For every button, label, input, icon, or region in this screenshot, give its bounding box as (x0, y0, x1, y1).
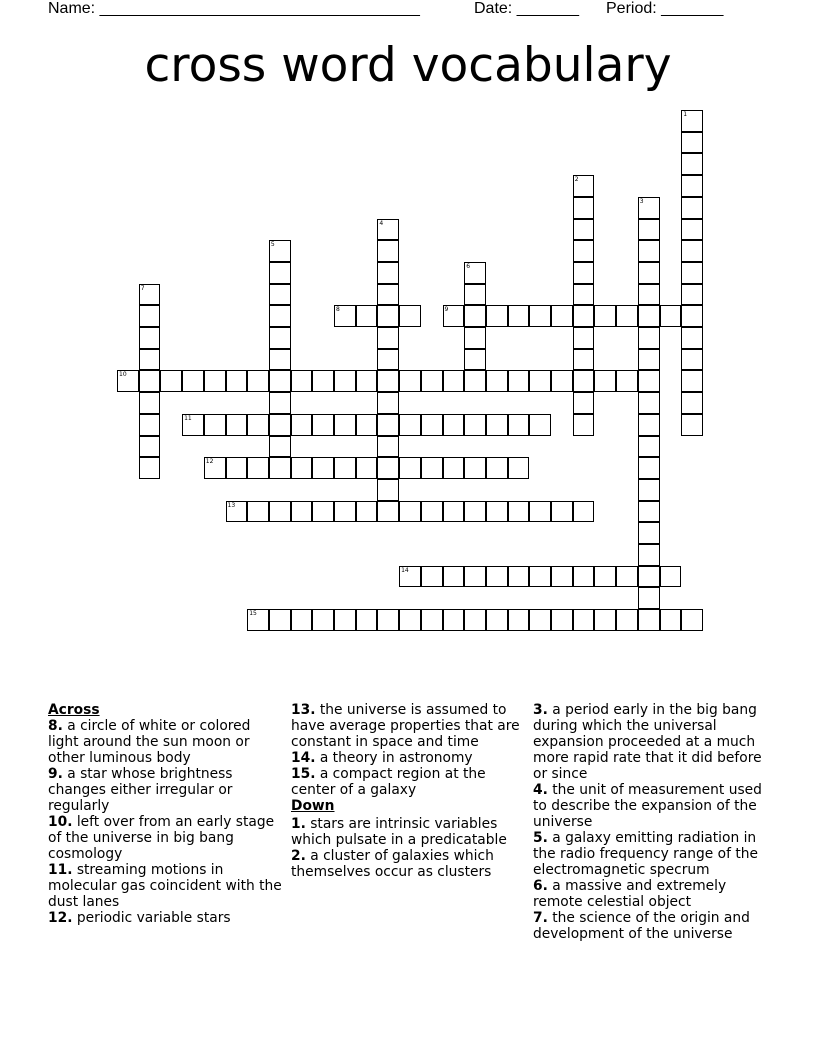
clue-text: streaming motions in molecular gas coincident with the dust lanes (48, 862, 282, 910)
crossword-cell[interactable] (638, 566, 660, 588)
clue-number-label: 8. (48, 718, 63, 734)
crossword-cell[interactable] (334, 457, 356, 479)
crossword-cell[interactable] (117, 370, 139, 392)
clue-item (533, 910, 769, 942)
crossword-cell[interactable] (139, 305, 161, 327)
crossword-cell[interactable] (312, 414, 334, 436)
clue-number-label: 7. (533, 910, 548, 926)
crossword-cell[interactable] (573, 566, 595, 588)
clue-number: 1 (683, 111, 688, 118)
crossword-cell[interactable] (551, 305, 573, 327)
clue-number: 3 (639, 197, 644, 205)
crossword-cell[interactable] (377, 414, 399, 436)
crossword-cell[interactable] (139, 414, 161, 436)
crossword-cell[interactable] (681, 262, 703, 284)
crossword-cell[interactable] (377, 501, 399, 523)
clue-number-label: 13. (291, 702, 316, 718)
crossword-cell[interactable] (269, 284, 291, 306)
crossword-cell[interactable] (594, 609, 616, 631)
clue-item (533, 830, 769, 878)
clue-text: a circle of white or colored light around the sun moon or other luminous body (48, 718, 251, 766)
clue-number: 11 (184, 414, 192, 422)
crossword-cell[interactable] (399, 414, 421, 436)
crossword-cell[interactable] (356, 305, 378, 327)
name-field[interactable]: Name: ____________________________________ (48, 0, 420, 17)
crossword-cell[interactable] (139, 327, 161, 349)
crossword-cell[interactable] (356, 370, 378, 392)
clue-item (533, 878, 769, 910)
crossword-cell[interactable] (160, 370, 182, 392)
crossword-cell[interactable] (638, 457, 660, 479)
crossword-cell[interactable] (681, 197, 703, 219)
clue-item (291, 848, 527, 880)
crossword-cell[interactable] (638, 414, 660, 436)
crossword-cell[interactable] (573, 609, 595, 631)
clue-text: the unit of measurement used to describe the expansion of the universe (533, 782, 762, 830)
clue-number-label: 14. (291, 750, 316, 766)
crossword-cell[interactable] (638, 305, 660, 327)
crossword-cell[interactable] (356, 501, 378, 523)
crossword-cell[interactable] (399, 566, 421, 588)
clue-number-label: 11. (48, 862, 73, 878)
crossword-cell[interactable] (334, 370, 356, 392)
crossword-cell[interactable] (269, 327, 291, 349)
clue-item (48, 766, 284, 814)
crossword-cell[interactable] (139, 284, 161, 306)
clue-text: a massive and extremely remote celestial object (533, 878, 727, 910)
crossword-cell[interactable] (399, 305, 421, 327)
crossword-cell[interactable] (681, 132, 703, 154)
crossword-cell[interactable] (638, 197, 660, 219)
clue-number: 2 (574, 176, 579, 184)
crossword-cell[interactable] (660, 566, 682, 588)
crossword-cell[interactable] (681, 349, 703, 371)
crossword-cell[interactable] (638, 609, 660, 631)
clue-text: periodic variable stars (72, 910, 231, 926)
crossword-cell[interactable] (377, 284, 399, 306)
crossword-cell[interactable] (638, 587, 660, 609)
crossword-cell[interactable] (551, 609, 573, 631)
clue-item (533, 702, 769, 782)
crossword-cell[interactable] (529, 370, 551, 392)
crossword-cell[interactable] (638, 501, 660, 523)
down-clues-list (291, 816, 527, 880)
crossword-cell[interactable] (464, 414, 486, 436)
clue-number: 5 (270, 241, 275, 249)
clue-text: the universe is assumed to have average properties that are constant in space and time (291, 702, 520, 750)
crossword-cell[interactable] (616, 305, 638, 327)
crossword-cell[interactable] (573, 197, 595, 219)
crossword-cell[interactable] (377, 305, 399, 327)
crossword-cell[interactable] (486, 501, 508, 523)
crossword-cell[interactable] (573, 414, 595, 436)
crossword-cell[interactable] (594, 566, 616, 588)
clue-number: 12 (205, 458, 214, 466)
clue-number-label: 1. (291, 816, 306, 832)
crossword-cell[interactable] (464, 349, 486, 371)
clue-number-label: 9. (48, 766, 63, 782)
crossword-cell[interactable] (377, 479, 399, 501)
clue-item (291, 750, 527, 766)
crossword-cell[interactable] (551, 501, 573, 523)
crossword-cell[interactable] (681, 327, 703, 349)
clues-column-2 (291, 702, 527, 880)
clue-item (48, 862, 284, 910)
clue-number: 8 (336, 306, 340, 314)
crossword-cell[interactable] (377, 349, 399, 371)
crossword-cell[interactable] (486, 414, 508, 436)
crossword-cell[interactable] (226, 501, 248, 523)
crossword-cell[interactable] (247, 370, 269, 392)
crossword-cell[interactable] (464, 327, 486, 349)
crossword-cell[interactable] (681, 153, 703, 175)
crossword-cell[interactable] (247, 414, 269, 436)
crossword-cell[interactable] (486, 305, 508, 327)
crossword-cell[interactable] (421, 501, 443, 523)
clue-number-label: 6. (533, 878, 548, 894)
across-clues-list (48, 718, 284, 926)
crossword-cell[interactable] (356, 414, 378, 436)
crossword-cell[interactable] (508, 305, 530, 327)
crossword-cell[interactable] (638, 284, 660, 306)
crossword-cell[interactable] (464, 284, 486, 306)
clue-text: left over from an early stage of the universe in big bang cosmology (48, 814, 275, 862)
crossword-cell[interactable] (399, 457, 421, 479)
crossword-cell[interactable] (377, 370, 399, 392)
crossword-cell[interactable] (334, 609, 356, 631)
crossword-cell[interactable] (204, 414, 226, 436)
crossword-cell[interactable] (573, 240, 595, 262)
crossword-cell[interactable] (681, 370, 703, 392)
crossword-cell[interactable] (573, 501, 595, 523)
crossword-cell[interactable] (464, 501, 486, 523)
crossword-cell[interactable] (551, 370, 573, 392)
crossword-cell[interactable] (269, 414, 291, 436)
crossword-cell[interactable] (573, 392, 595, 414)
clue-number-label: 12. (48, 910, 73, 926)
crossword-cell[interactable] (638, 327, 660, 349)
crossword-cell[interactable] (139, 349, 161, 371)
down-clues-list-cont (533, 702, 769, 942)
crossword-cell[interactable] (269, 392, 291, 414)
crossword-cell[interactable] (204, 457, 226, 479)
crossword-cell[interactable] (638, 240, 660, 262)
crossword-cell[interactable] (226, 414, 248, 436)
crossword-cell[interactable] (421, 566, 443, 588)
crossword-cell[interactable] (551, 566, 573, 588)
crossword-cell[interactable] (443, 609, 465, 631)
crossword-cell[interactable] (377, 219, 399, 241)
crossword-cell[interactable] (638, 392, 660, 414)
crossword-cell[interactable] (573, 349, 595, 371)
crossword-cell[interactable] (660, 305, 682, 327)
clue-item (48, 814, 284, 862)
crossword-cell[interactable] (638, 219, 660, 241)
down-heading: Down (291, 798, 335, 814)
crossword-cell[interactable] (291, 501, 313, 523)
crossword-cell[interactable] (443, 457, 465, 479)
clue-number: 10 (119, 371, 127, 379)
crossword-cell[interactable] (464, 305, 486, 327)
crossword-cell[interactable] (508, 566, 530, 588)
crossword-cell[interactable] (508, 370, 530, 392)
crossword-cell[interactable] (377, 392, 399, 414)
clue-number-label: 4. (533, 782, 548, 798)
crossword-cell[interactable] (573, 284, 595, 306)
crossword-cell[interactable] (247, 501, 269, 523)
clue-number: 4 (379, 219, 384, 227)
clue-number-label: 2. (291, 848, 306, 864)
crossword-cell[interactable] (464, 370, 486, 392)
clue-number: 14 (401, 566, 409, 574)
clue-text: a galaxy emitting radiation in the radio frequency range of the electromagnetic specrum (533, 830, 758, 878)
crossword-cell[interactable] (377, 327, 399, 349)
crossword-cell[interactable] (529, 566, 551, 588)
crossword-cell[interactable] (486, 370, 508, 392)
across-heading: Across (48, 702, 100, 718)
crossword-cell[interactable] (508, 457, 530, 479)
crossword-cell[interactable] (312, 501, 334, 523)
crossword-cell[interactable] (681, 110, 703, 132)
crossword-cell[interactable] (269, 436, 291, 458)
crossword-cell[interactable] (594, 370, 616, 392)
crossword-cell[interactable] (681, 609, 703, 631)
crossword-cell[interactable] (573, 327, 595, 349)
crossword-cell[interactable] (616, 370, 638, 392)
crossword-cell[interactable] (681, 219, 703, 241)
crossword-cell[interactable] (399, 370, 421, 392)
crossword-cell[interactable] (529, 609, 551, 631)
period-field[interactable]: Period: _______ (606, 0, 724, 17)
crossword-cell[interactable] (443, 414, 465, 436)
crossword-cell[interactable] (269, 457, 291, 479)
crossword-cell[interactable] (334, 501, 356, 523)
crossword-cell[interactable] (464, 262, 486, 284)
crossword-cell[interactable] (421, 609, 443, 631)
clue-item (48, 910, 284, 926)
crossword-cell[interactable] (182, 370, 204, 392)
crossword-cell[interactable] (508, 609, 530, 631)
crossword-cell[interactable] (486, 457, 508, 479)
crossword-cell[interactable] (594, 305, 616, 327)
crossword-cell[interactable] (269, 305, 291, 327)
crossword-cell[interactable] (529, 501, 551, 523)
crossword-cell[interactable] (638, 436, 660, 458)
crossword-cell[interactable] (529, 414, 551, 436)
clue-number-label: 5. (533, 830, 548, 846)
crossword-cell[interactable] (443, 566, 465, 588)
clue-number: 7 (140, 284, 145, 292)
crossword-cell[interactable] (377, 240, 399, 262)
crossword-cell[interactable] (247, 457, 269, 479)
crossword-cell[interactable] (464, 566, 486, 588)
crossword-cell[interactable] (486, 566, 508, 588)
clues-column-3 (533, 702, 769, 942)
clue-item (48, 718, 284, 766)
clue-number: 6 (466, 262, 471, 270)
crossword-cell[interactable] (638, 522, 660, 544)
crossword-cell[interactable] (269, 262, 291, 284)
crossword-cell[interactable] (377, 436, 399, 458)
crossword-cell[interactable] (616, 609, 638, 631)
crossword-cell[interactable] (573, 262, 595, 284)
crossword-cell[interactable] (443, 305, 465, 327)
date-field[interactable]: Date: _______ (474, 0, 579, 17)
clue-number-label: 3. (533, 702, 548, 718)
crossword-cell[interactable] (269, 349, 291, 371)
crossword-cell[interactable] (638, 349, 660, 371)
crossword-cell[interactable] (377, 457, 399, 479)
crossword-cell[interactable] (291, 609, 313, 631)
crossword-cell[interactable] (356, 457, 378, 479)
crossword-cell[interactable] (573, 370, 595, 392)
clue-item (291, 702, 527, 750)
clue-text: the science of the origin and development of the universe (533, 910, 750, 942)
clue-number-label: 10. (48, 814, 73, 830)
crossword-cell[interactable] (421, 370, 443, 392)
crossword-cell[interactable] (681, 175, 703, 197)
across-clues-list-cont (291, 702, 527, 798)
clue-text: a period early in the big bang during which the universal expansion proceeded at a much more rapid rate that it did before or since (533, 702, 762, 782)
clue-item (291, 766, 527, 798)
crossword-cell[interactable] (421, 414, 443, 436)
clue-text: stars are intrinsic variables which pulsate in a predicatable (291, 816, 507, 848)
crossword-cell[interactable] (681, 414, 703, 436)
crossword-cell[interactable] (399, 609, 421, 631)
crossword-cell[interactable] (573, 175, 595, 197)
clue-text: a theory in astronomy (315, 750, 473, 766)
clue-number: 15 (249, 610, 257, 618)
crossword-cell[interactable] (269, 501, 291, 523)
crossword-cell[interactable] (508, 414, 530, 436)
crossword-cell[interactable] (312, 457, 334, 479)
crossword-cell[interactable] (464, 457, 486, 479)
crossword-cell[interactable] (660, 609, 682, 631)
crossword-cell[interactable] (204, 370, 226, 392)
crossword-cell[interactable] (399, 501, 421, 523)
clue-number: 9 (444, 306, 449, 314)
crossword-cell[interactable] (269, 370, 291, 392)
crossword-cell[interactable] (269, 609, 291, 631)
crossword-cell[interactable] (638, 544, 660, 566)
crossword-cell[interactable] (291, 414, 313, 436)
crossword-cell[interactable] (443, 501, 465, 523)
crossword-cell[interactable] (529, 305, 551, 327)
crossword-cell[interactable] (681, 284, 703, 306)
clue-text: a star whose brightness changes either irregular or regularly (48, 766, 233, 814)
page-title: cross word vocabulary (144, 38, 672, 93)
crossword-cell[interactable] (334, 305, 356, 327)
crossword-cell[interactable] (139, 436, 161, 458)
crossword-cell[interactable] (291, 370, 313, 392)
clue-number: 13 (227, 501, 236, 509)
crossword-cell[interactable] (486, 609, 508, 631)
clue-item (533, 782, 769, 830)
crossword-cell[interactable] (356, 609, 378, 631)
crossword-cell[interactable] (139, 457, 161, 479)
crossword-cell[interactable] (334, 414, 356, 436)
clue-text: a compact region at the center of a galaxy (291, 766, 486, 798)
crossword-cell[interactable] (226, 370, 248, 392)
crossword-cell[interactable] (139, 370, 161, 392)
crossword-cell[interactable] (573, 305, 595, 327)
crossword-cell[interactable] (226, 457, 248, 479)
crossword-cell[interactable] (377, 609, 399, 631)
crossword-cell[interactable] (291, 457, 313, 479)
crossword-cell[interactable] (616, 566, 638, 588)
crossword-cell[interactable] (508, 501, 530, 523)
clue-text: a cluster of galaxies which themselves occur as clusters (291, 848, 494, 880)
crossword-cell[interactable] (269, 240, 291, 262)
crossword-cell[interactable] (681, 392, 703, 414)
crossword-cell[interactable] (681, 240, 703, 262)
clue-item (291, 816, 527, 848)
crossword-cell[interactable] (638, 370, 660, 392)
crossword-cell[interactable] (421, 457, 443, 479)
crossword-cell[interactable] (443, 370, 465, 392)
crossword-cell[interactable] (182, 414, 204, 436)
crossword-cell[interactable] (377, 262, 399, 284)
clue-number-label: 15. (291, 766, 316, 782)
crossword-cell[interactable] (573, 219, 595, 241)
crossword-cell[interactable] (681, 305, 703, 327)
crossword-cell[interactable] (638, 479, 660, 501)
crossword-cell[interactable] (464, 609, 486, 631)
crossword-cell[interactable] (139, 392, 161, 414)
clues-column-1 (48, 702, 284, 926)
crossword-cell[interactable] (312, 370, 334, 392)
crossword-cell[interactable] (638, 262, 660, 284)
crossword-cell[interactable] (312, 609, 334, 631)
crossword-cell[interactable] (247, 609, 269, 631)
